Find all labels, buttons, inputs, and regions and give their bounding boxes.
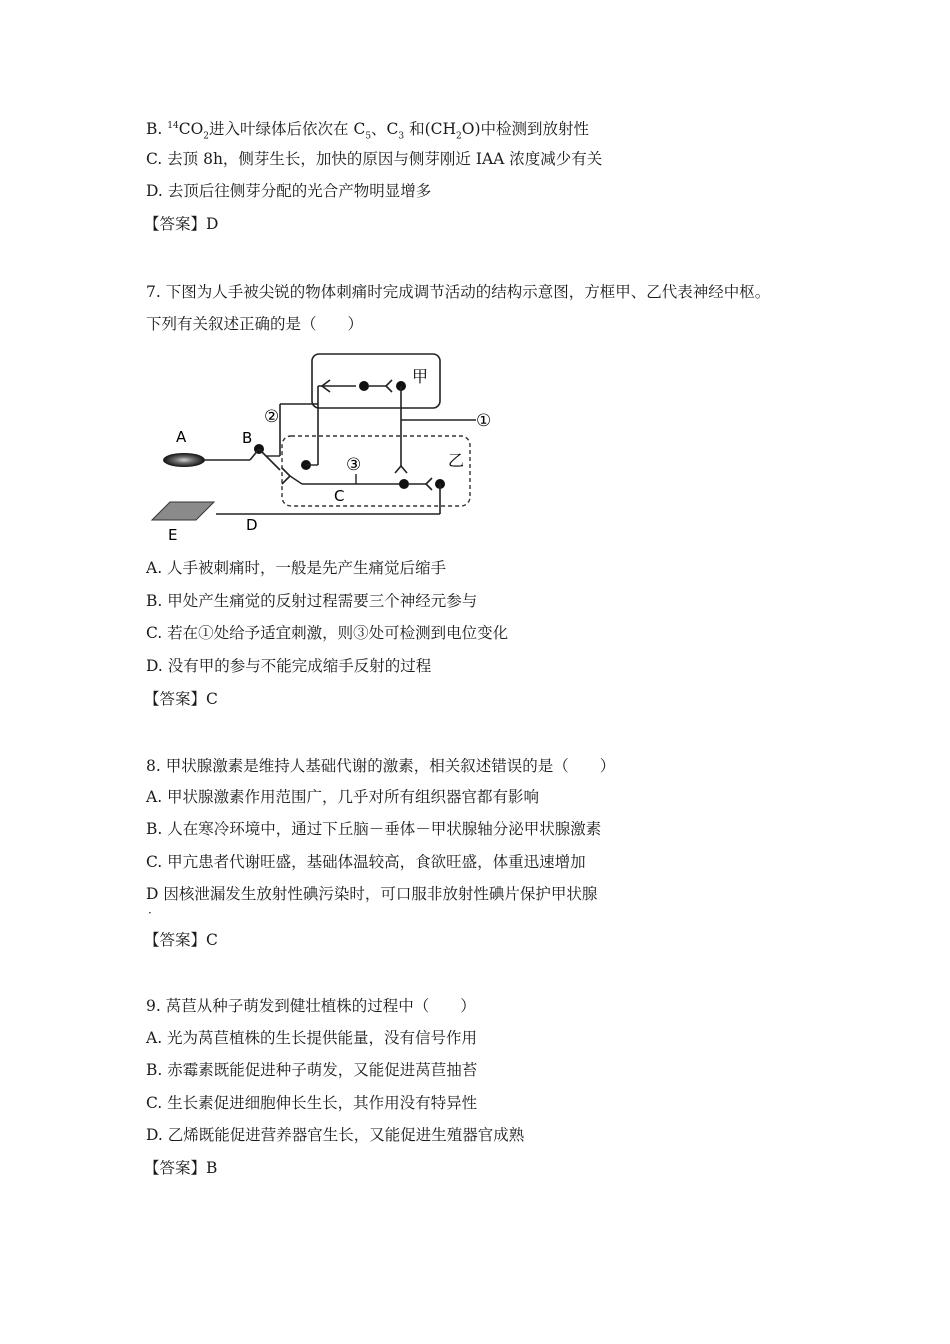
label-b: B	[242, 429, 253, 447]
neuron-c-body	[399, 479, 409, 489]
q9-option-c: C. 生长素促进细胞伸长生长，其作用没有特异性	[146, 1094, 478, 1112]
effector-e	[152, 502, 214, 520]
q6-option-c: C. 去顶 8h，侧芽生长，加快的原因与侧芽刚近 IAA 浓度减少有关	[146, 150, 603, 168]
q9-stem: 9. 莴苣从种子萌发到健壮植株的过程中（ ）	[146, 997, 476, 1015]
q9-option-b: B. 赤霉素既能促进种子萌发，又能促进莴苣抽苔	[146, 1061, 478, 1079]
q8-option-a: A. 甲状腺激素作用范围广，几乎对所有组织器官都有影响	[146, 788, 540, 806]
label-d: D	[246, 516, 258, 534]
mark-1: ①	[476, 411, 492, 431]
q6-option-d: D. 去顶后往侧芽分配的光合产物明显增多	[146, 182, 432, 200]
q8-stem: 8. 甲状腺激素是维持人基础代谢的激素，相关叙述错误的是（ ）	[146, 757, 616, 775]
label-c: C	[334, 487, 345, 505]
neuron-jia-body-1	[359, 381, 369, 391]
q7-stem-line1: 7. 下图为人手被尖锐的物体刺痛时完成调节活动的结构示意图，方框甲、乙代表神经中枢。	[146, 283, 771, 301]
q7-option-a: A. 人手被刺痛时，一般是先产生痛觉后缩手	[146, 559, 447, 577]
q7-option-d: D. 没有甲的参与不能完成缩手反射的过程	[146, 657, 432, 675]
q9-answer: 【答案】B	[144, 1159, 218, 1177]
q8-stray-mark: ·	[148, 906, 152, 920]
label-a: A	[176, 428, 187, 446]
q8-option-c: C. 甲亢患者代谢旺盛，基础体温较高，食欲旺盛，体重迅速增加	[146, 853, 586, 871]
q7-option-b: B. 甲处产生痛觉的反射过程需要三个神经元参与	[146, 592, 478, 610]
q7-answer: 【答案】C	[144, 690, 218, 708]
receptor-a	[163, 453, 205, 467]
q9-option-d: D. 乙烯既能促进营养器官生长，又能促进生殖器官成熟	[146, 1126, 525, 1144]
mark-2: ②	[264, 407, 280, 427]
q8-option-b: B. 人在寒冷环境中，通过下丘脑－垂体－甲状腺轴分泌甲状腺激素	[146, 820, 602, 838]
q7-stem-line2: 下列有关叙述正确的是（ ）	[146, 315, 364, 333]
q8-answer: 【答案】C	[144, 931, 218, 949]
mark-3: ③	[346, 455, 362, 475]
reflex-arc-diagram	[146, 348, 506, 548]
label-yi: 乙	[448, 451, 465, 470]
q7-option-c: C. 若在①处给予适宜刺激，则③处可检测到电位变化	[146, 624, 509, 642]
q9-option-a: A. 光为莴苣植株的生长提供能量，没有信号作用	[146, 1029, 478, 1047]
label-e: E	[168, 526, 178, 544]
label-jia: 甲	[412, 367, 429, 386]
center-yi-box	[282, 436, 470, 506]
q6-option-b: B. $^{14}CO_2$进入叶绿体后依次在 $C_5$、$C_3$ 和$(CH_2O)$中检测到放射性	[146, 120, 590, 142]
q8-option-d: D 因核泄漏发生放射性碘污染时，可口服非放射性碘片保护甲状腺	[146, 885, 598, 903]
q6-answer: 【答案】D	[144, 215, 219, 233]
